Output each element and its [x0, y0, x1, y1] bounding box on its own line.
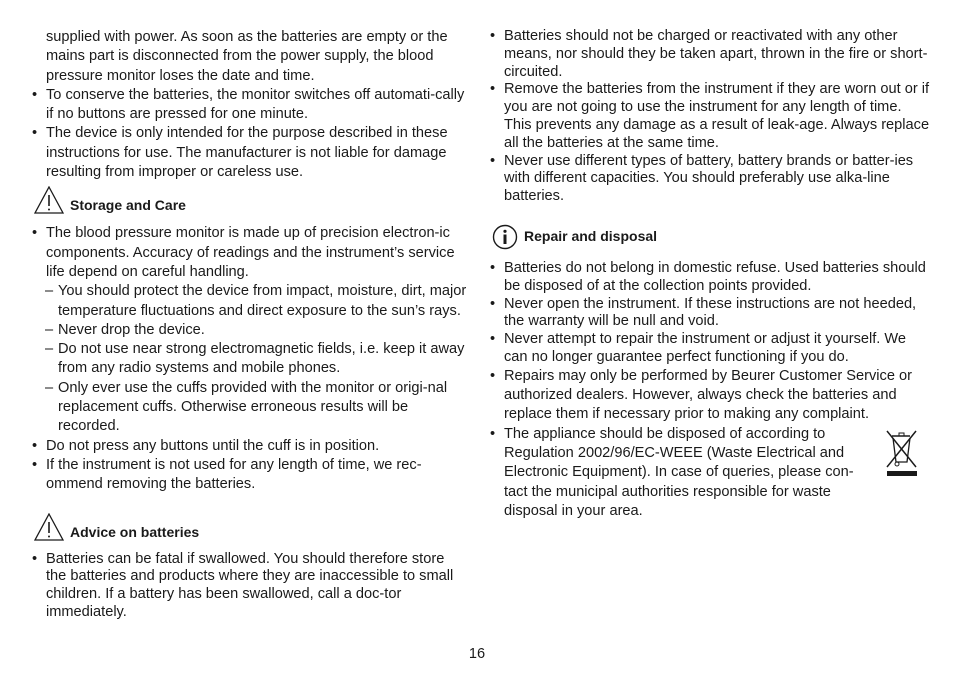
list-item: • Never attempt to repair the instrument or adjust it yourself. We can no longer guarantee perfect functioning if you do.	[490, 331, 930, 367]
list-item: • To conserve the batteries, the monitor switches off automati-cally if no buttons are pressed for one minute.	[32, 86, 468, 125]
left-column	[32, 28, 468, 622]
list-item: • The device is only intended for the purpose described in these instructions for use. The manufacturer is not liable for damage resulting from improper or careless use.	[32, 124, 468, 182]
right-column	[490, 28, 930, 521]
list-item: • Remove the batteries from the instrument if they are worn out or if you are not going to use the instrument for any length of time. This prevents any damage as a result of leak-age. Always replace all the batteries at the same time.	[490, 81, 930, 152]
list-item: • The blood pressure monitor is made up of precision electron-ic components. Accuracy of readings and the instrument’s service life depend on careful handling.	[32, 224, 468, 282]
list-item: – Only ever use the cuffs provided with the monitor or origi-nal replacement cuffs. Otherwise erroneous results will be recorded.	[32, 379, 468, 437]
page-number: 16	[468, 646, 486, 662]
intro-paragraph: supplied with power. As soon as the batteries are empty or the mains part is disconnected from the power supply, the blood pressure monitor loses the date and time.	[46, 29, 448, 84]
section-title: Advice on batteries	[70, 523, 200, 540]
list-item: • Batteries can be fatal if swallowed. You should therefore store the batteries and products where they are inaccessible to small children. If a battery has been swallowed, call a doc-tor immediately.	[32, 551, 468, 622]
section-title: Storage and Care	[70, 197, 186, 214]
list-item: – You should protect the device from impact, moisture, dirt, major temperature fluctuations and direct exposure to the sun’s rays.	[32, 282, 468, 321]
section-heading-storage	[32, 186, 468, 214]
section-title: Repair and disposal	[524, 228, 658, 245]
section-heading-batteries	[32, 513, 468, 541]
list-item: • Batteries should not be charged or reactivated with any other means, nor should they be taken apart, thrown in the fire or short-circuited.	[490, 28, 930, 81]
list-item: – Do not use near strong electromagnetic fields, i.e. keep it away from any radio systems and mobile phones.	[32, 340, 468, 379]
list-item: • Never open the instrument. If these instructions are not heeded, the warranty will be null and void.	[490, 296, 930, 332]
crossed-out-bin-icon	[882, 427, 922, 477]
list-item: • Never use different types of battery, battery brands or batter-ies with different capacities. You should preferably use alka-line batteries.	[490, 153, 930, 206]
list-item: • The appliance should be disposed of according to Regulation 2002/96/EC-WEEE (Waste Electrical and Electronic Equipment). In case of queries, please con-tact the municipal authorities responsible for waste disposal in your area.	[490, 425, 872, 521]
list-item: – Never drop the device.	[32, 321, 468, 340]
info-icon	[492, 224, 518, 250]
list-item: • Batteries do not belong in domestic refuse. Used batteries should be disposed of at the collection points provided.	[490, 260, 930, 296]
list-item: • If the instrument is not used for any length of time, we rec-ommend removing the batteries.	[32, 456, 468, 495]
warning-icon	[34, 513, 64, 541]
warning-icon	[34, 186, 64, 214]
list-item: • Do not press any buttons until the cuff is in position.	[32, 437, 468, 456]
list-item: • Repairs may only be performed by Beurer Customer Service or authorized dealers. However, always check the batteries and replace them if necessary prior to making any complaint.	[490, 367, 930, 425]
section-heading-repair	[490, 224, 930, 250]
weee-paragraph	[490, 425, 930, 521]
